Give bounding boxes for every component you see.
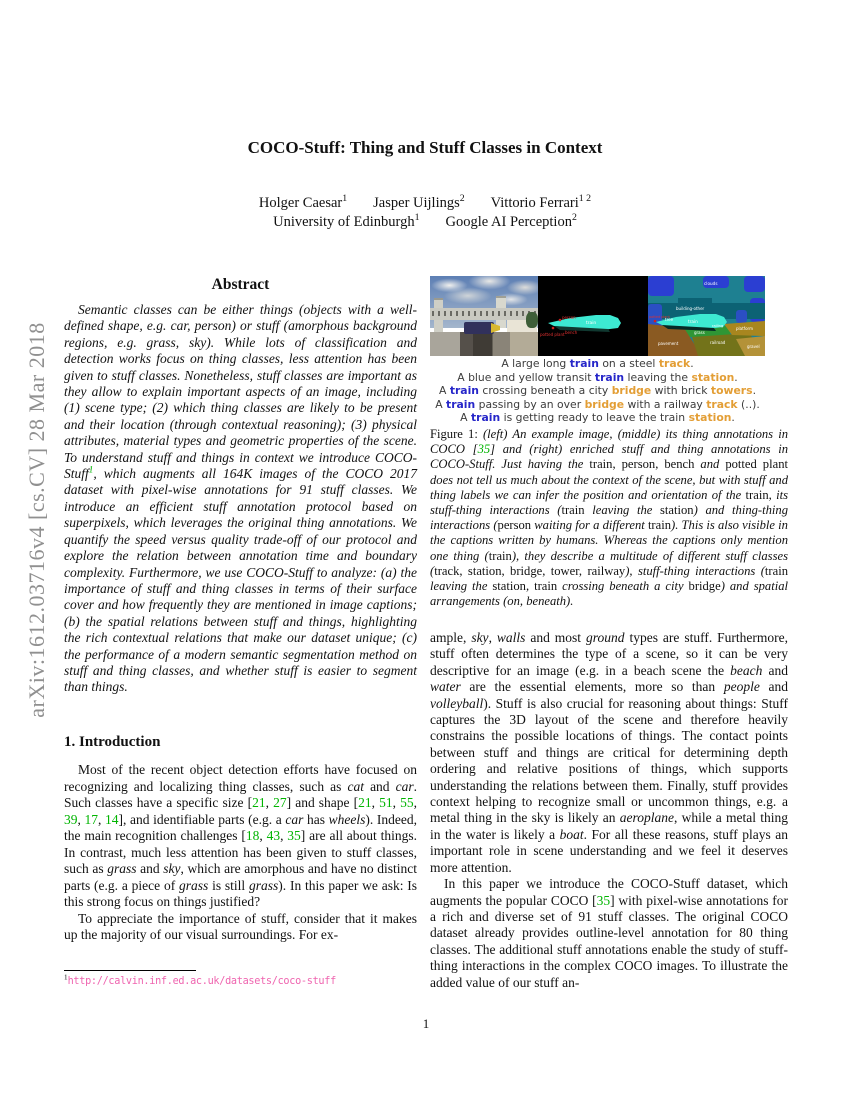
figure1-human-captions: [430, 357, 765, 425]
photo-trees: [526, 312, 538, 328]
caption-line-5: A train is getting ready to leave the train station.: [460, 411, 735, 425]
label-pavement: pavement: [658, 341, 679, 346]
footnote-marker: 1: [64, 973, 68, 982]
label-clouds: clouds: [704, 281, 718, 286]
caption-line-3: A train crossing beneath a city bridge with brick towers.: [438, 384, 756, 398]
intro-paragraph-2: To appreciate the importance of stuff, consider that it makes up the majority of our visual surroundings. For ex-: [64, 910, 417, 942]
label-person: person: [562, 315, 576, 320]
caption-line-4: A train passing by an over bridge with a railway track (..).: [435, 397, 760, 411]
label-potted-plant: potted plant: [540, 332, 565, 337]
page-number: 1: [422, 1016, 430, 1031]
intro-paragraph-1: Most of the recent object detection efforts have focused on recognizing and localizing thing classes, such as cat and car. Such classes have a specific size [21, 27] and shape [21, 51, 55, 39, 17, 14], and identifiable parts (e.g. a car has wheels). Indeed, the main recognition challenges [18, 43, 35] are all about things. In contrast, much less attention has been given to stuff classes, such as grass and sky, which are amorphous and have no distinct parts (e.g. a piece of grass is still grass). In this paper we ask: Is this strong focus on things justified?: [64, 762, 418, 909]
figure1-caption: Figure 1: (left) An example image, (middle) its thing annotations in COCO [35] and (right) enriched stuff and thing annotations in COCO-Stuff. Just having the train, person, bench and potted plant does not tell us much about the context of the scene, but with stuff and thing labels we can infer the position and orientation of the train, its stuff-thing interactions (train leaving the station) and thing-thing interactions (person waiting for a different train). This is also visible in the captions written by humans. Whereas the captions only mention one thing (train), they describe a multitude of different stuff classes (track, station, bridge, tower, railway), stuff-thing interactions (train leaving the station, train crossing beneath a city bridge) and spatial arrangements (on, beneath).: [430, 427, 789, 609]
label-bench: bench: [565, 330, 578, 335]
footnote-rule: [64, 970, 196, 971]
affiliation-1: University of Edinburgh$^1$: [273, 212, 420, 230]
author-1: Holger Caesar$^1$: [258, 193, 348, 211]
body-paragraph-2: In this paper we introduce the COCO-Stuff dataset, which augments the popular COCO [35] with pixel-wise annotations for a rich and diverse set of 91 stuff classes. The original COCO dataset already provides outline-level annotation for 80 thing classes. The additional stuff annotations enable the study of stuff-thing interactions in the complex COCO images. To illustrate the added value of our stuff an-: [430, 876, 788, 990]
label-train-stuff: train: [688, 319, 698, 324]
label-grass: grass: [694, 330, 705, 335]
body-paragraph-continuation: ample, sky, walls and most ground types are stuff. Furthermore, stuff often determines the type of a scene, so it can be very descriptive for an image (e.g. in a beach scene the beach and water are the essential elements, more so than people and volleyball). Stuff is also crucial for reasoning about things: Stuff captures the 3D layout of the scene and therefore heavily constrains the possible locations of things. The contact points between stuff and things are critical for determining depth ordering and relative positions of things, which supports understanding the relations between them. Finally, stuff provides context helping to recognize small or uncommon things, e.g. a metal thing in the sky is likely an aeroplane, while a metal thing in the water is likely a boat. For all these reasons, stuff plays an important role in scene understanding and we feel it deserves more attention.: [430, 630, 789, 875]
author-3: Vittorio Ferrari$^{1 2}$: [490, 193, 592, 211]
footnote-url-link[interactable]: http://calvin.inf.ed.ac.uk/datasets/coco-stuff: [67, 976, 336, 987]
abstract-heading: Abstract: [211, 276, 270, 293]
label-train-things: train: [586, 321, 597, 326]
label-tree: tree: [665, 317, 674, 322]
photo-train: [464, 322, 494, 334]
photo-bridge: [430, 308, 538, 320]
abstract-text: Semantic classes can be either things (objects with a well-defined shape, e.g. car, person) or stuff (amorphous background regions, e.g. grass, sky). While lots of classification and detection works focus on thing classes, less attention has been given to stuff classes. Nonetheless, stuff classes are important as they allow to explain important aspects of an image, including (1) scene type; (2) which thing classes are likely to be present and their location (through contextual reasoning); (3) physical attributes, material types and geometric properties of the scene. To understand stuff and things in context we introduce COCO-Stuff$^1$, which augments all 164K images of the COCO 2017 dataset with pixel-wise annotations for 91 stuff classes. We introduce an efficient stuff annotation protocol based on superpixels, which leverages the original thing annotations. We quantify the speed versus quality trade-off of our protocol and explore the relation between annotation time and boundary complexity. Furthermore, we use COCO-Stuff to analyze: (a) the importance of stuff and thing classes in terms of their surface cover and how frequently they are mentioned in image captions; (b) the spatial relations between stuff and things, highlighting the rich contextual relations that make our dataset unique; (c) the performance of a modern semantic segmentation method on stuff and thing classes, and whether stuff is easier to segment than things.: [64, 302, 417, 695]
figure1-images: [430, 276, 788, 356]
photo-platform-and-tracks: [430, 332, 538, 356]
figure1-stuff-annotation-panel: [648, 276, 765, 356]
right-column-body: [430, 630, 788, 991]
caption-line-2: A blue and yellow transit train leaving the station.: [457, 370, 738, 384]
figure1-thing-annotation-panel: [538, 276, 648, 356]
footnote: [64, 973, 417, 987]
label-railing: railing: [712, 324, 724, 328]
section-heading-introduction: 1. Introduction: [64, 734, 161, 750]
figure1-photo-panel: [430, 276, 538, 356]
caption-line-1: A large long train on a steel track.: [501, 357, 694, 370]
label-gravel: gravel: [747, 344, 760, 349]
label-platform: platform: [736, 326, 753, 331]
arxiv-watermark: arXiv:1612.03716v4 [cs.CV] 28 Mar 2018: [24, 322, 49, 718]
paper-title: COCO-Stuff: Thing and Stuff Classes in Context: [247, 138, 603, 157]
affiliation-2: Google AI Perception$^2$: [445, 212, 577, 230]
author-2: Jasper Uijlings$^2$: [373, 193, 465, 211]
label-railroad: railroad: [710, 340, 726, 345]
affiliation-line: [0, 214, 850, 231]
author-line: [0, 195, 850, 212]
label-building-other: building-other: [676, 306, 705, 311]
label-potted-plant-stuff: potted plant: [649, 315, 670, 319]
thing-annotation-svg: [538, 276, 648, 356]
introduction-text: [64, 762, 417, 944]
stuff-annotation-svg: [648, 276, 765, 356]
